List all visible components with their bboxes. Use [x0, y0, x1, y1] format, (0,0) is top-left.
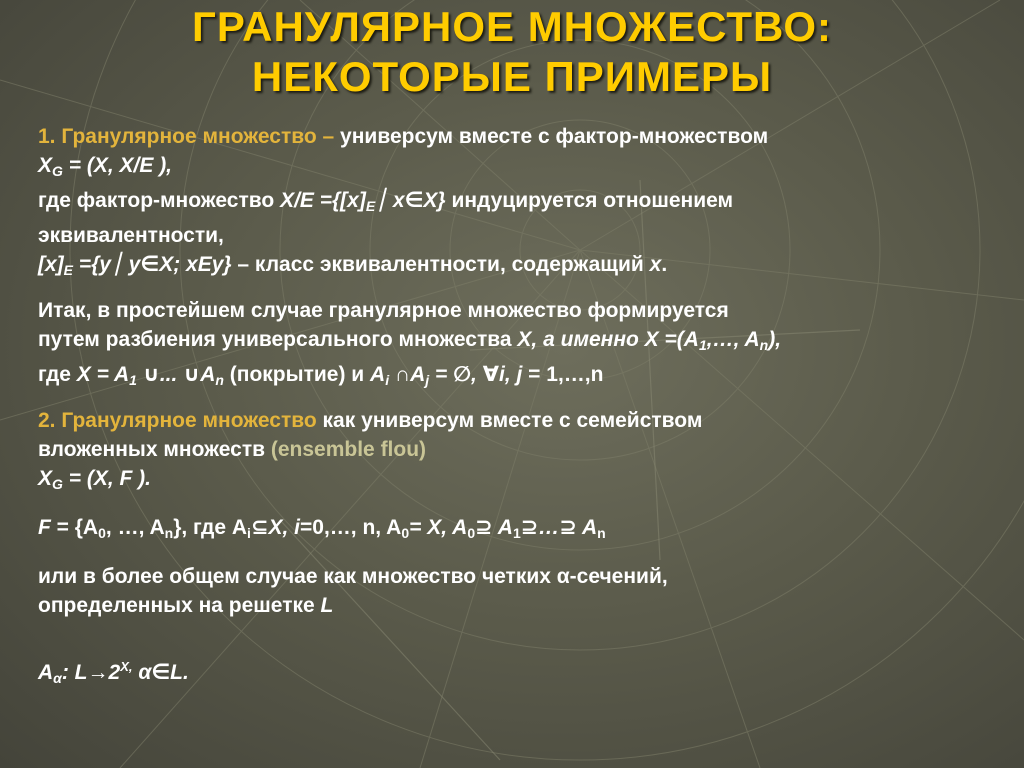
- formula-text: ={y⏐ y∈X; xEy}: [73, 253, 232, 276]
- section1-heading: 1. Гранулярное множество –: [38, 125, 335, 148]
- formula-subscript: 0: [401, 525, 410, 541]
- formula-subscript: 1: [698, 337, 707, 353]
- formula-text: = X, A: [409, 516, 468, 539]
- formula-symbol: X: [38, 467, 53, 490]
- formula-text: ⊆X, i: [250, 516, 301, 539]
- formula-subscript: n: [215, 372, 224, 388]
- itak-line1: Итак, в простейшем случае гранулярное множество формируется: [38, 299, 729, 322]
- formula-symbol: X: [76, 363, 91, 386]
- formula-subscript: G: [52, 163, 63, 179]
- section1-intro: универсум вместе с фактор-множеством: [334, 125, 769, 148]
- itak-line2: [38, 325, 1008, 360]
- formula-text: ∩A: [389, 363, 426, 386]
- formula-subscript: G: [52, 476, 63, 492]
- text-fragment: путем разбиения универсального множества: [38, 328, 518, 351]
- formula-subscript: α: [53, 670, 62, 686]
- formula-text: }, где A: [173, 516, 248, 539]
- formula-subscript: n: [597, 525, 606, 541]
- formula-text: = {A: [50, 516, 99, 539]
- formula-text: ),: [768, 328, 782, 351]
- formula-text: ⊇ A: [475, 516, 513, 539]
- section2-heading: 2. Гранулярное множество: [38, 409, 317, 432]
- formula-text: , …, A: [105, 516, 165, 539]
- section1-line5: [38, 250, 1008, 285]
- formula-subscript: i: [247, 525, 251, 541]
- formula-subscript: E: [63, 262, 74, 278]
- title-line-1: ГРАНУЛЯРНОЕ МНОЖЕСТВО:: [192, 3, 832, 50]
- formula-subscript: j: [425, 372, 430, 388]
- itak-line3: [38, 360, 1008, 395]
- formula-text: [x]: [38, 253, 64, 276]
- formula-text: (A: [676, 328, 699, 351]
- formula-text: ⏐ x∈X}: [375, 189, 446, 212]
- text-fragment: где: [38, 363, 77, 386]
- section2-xg-formula: [38, 464, 1008, 499]
- section2-line1: [38, 406, 1008, 435]
- formula-subscript: 1: [512, 525, 521, 541]
- formula-text: = (X, X/E ),: [62, 154, 173, 177]
- formula-text: ∪... ∪A: [136, 363, 216, 386]
- formula-subscript: 1: [129, 372, 137, 388]
- section1-xg-formula: [38, 151, 1008, 186]
- section2-general-line1: или в более общем случае как множество четких α-сечений,: [38, 565, 668, 588]
- formula-subscript: E: [365, 198, 376, 214]
- formula-text: : L→2: [61, 661, 121, 684]
- text-fragment: .: [661, 253, 668, 276]
- text-fragment: индуцируется отношением: [445, 189, 734, 212]
- slide-title: [0, 2, 1024, 102]
- section2-family-formula: [38, 513, 1008, 548]
- section1-line4: эквивалентности,: [38, 224, 224, 247]
- formula-subscript: 0: [98, 525, 106, 541]
- formula-text: =0,…, n, A: [300, 516, 402, 539]
- formula-subscript: 0: [467, 525, 476, 541]
- formula-symbol: F: [38, 516, 51, 539]
- formula-text: = (X, F ).: [62, 467, 151, 490]
- text-fragment: – класс эквивалентности, содержащий: [231, 253, 650, 276]
- formula-symbol: A: [38, 661, 54, 684]
- ensemble-flou-term: (ensemble flou): [270, 438, 427, 461]
- formula-symbol: X: [38, 154, 53, 177]
- title-line-2: НЕКОТОРЫЕ ПРИМЕРЫ: [251, 53, 773, 100]
- formula-text: = ∅, ∀i, j: [429, 363, 523, 386]
- formula-symbol: L: [320, 594, 334, 617]
- formula-text: ,…, A: [706, 328, 760, 351]
- formula-superscript: X,: [120, 659, 133, 674]
- formula-symbol: x: [649, 253, 662, 276]
- text-fragment: вложенных множеств: [38, 438, 271, 461]
- text-fragment: = 1,…,n: [522, 363, 604, 386]
- formula-subscript: i: [385, 372, 390, 388]
- text-fragment: (покрытие) и: [223, 363, 371, 386]
- formula-text: = A: [90, 363, 130, 386]
- section2-general-line2: [38, 591, 1008, 620]
- section1-line1: [38, 122, 1008, 151]
- text-fragment: определенных на решетке: [38, 594, 321, 617]
- alpha-cut-formula: [38, 652, 1008, 693]
- section2-intro: как универсум вместе с семейством: [316, 409, 703, 432]
- formula-text: X/E ={[x]: [280, 189, 366, 212]
- formula-text: α∈L.: [132, 661, 189, 684]
- formula-subscript: n: [759, 337, 769, 353]
- section2-line2: [38, 435, 1008, 464]
- formula-text: X, а именно X =: [517, 328, 677, 351]
- formula-text: A: [370, 363, 386, 386]
- formula-text: ⊇…⊇ A: [520, 516, 598, 539]
- formula-subscript: n: [164, 525, 174, 541]
- slide-body: [38, 122, 1008, 693]
- text-fragment: где фактор-множество: [38, 189, 281, 212]
- section1-line3: [38, 186, 1008, 221]
